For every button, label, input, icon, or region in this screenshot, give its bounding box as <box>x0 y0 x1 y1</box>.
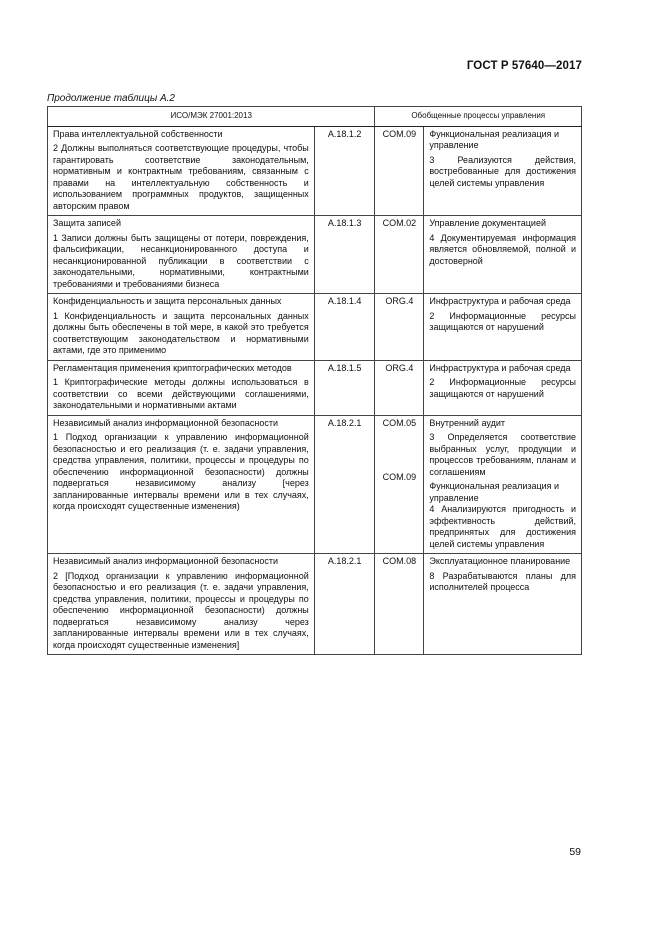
process-text: 2 Информационные ресурсы защищаются от нарушений <box>429 377 576 399</box>
row-ref: A.18.1.5 <box>314 360 375 415</box>
process-text-secondary: 4 Анализируются пригодность и эффективность действий, предпринятых для достижения целей системы управления <box>429 504 576 549</box>
row-ref: A.18.2.1 <box>314 554 375 655</box>
process-title-secondary: Функциональная реализация и управление <box>429 481 560 503</box>
row-title: Независимый анализ информационной безопасности <box>53 417 279 428</box>
row-text: 1 Записи должны быть защищены от потери, повреждения, фальсификации, несанкционированного доступа и несанкционированной публикации в соответствии с законодательными, нормативными, контрактными требованиями и требованиями бизнеса <box>53 232 309 289</box>
table-header-row <box>48 107 582 127</box>
row-ref: A.18.1.2 <box>314 126 375 216</box>
table-row <box>48 216 582 294</box>
process-title: Управление документацией <box>429 218 546 228</box>
row-text: 1 Подход организации к управлению информационной безопасностью и его реализация (т. е. задачи управления, средства управления, политики, процессы и процедуры по обеспечению информационной безопасности) должны подвергаться независимому анализу [через запланированные интервалы времени или в тех случаях, когда происходят существенные изменения) <box>53 432 309 511</box>
table-row <box>48 126 582 216</box>
process-title: Инфраструктура и рабочая среда <box>429 362 571 373</box>
row-text: 2 Должны выполняться соответствующие процедуры, чтобы гарантировать соответствие законодательным, нормативным и контрактным требованиям, связанным с правами на интеллектуальную собственность и использованием программных продуктов, защищенных авторским правом <box>53 143 309 211</box>
process-text: 3 Реализуются действия, востребованные для достижения целей системы управления <box>429 154 576 188</box>
row-text: 1 Криптографические методы должны использоваться в соответствии со всеми действующими соглашениями, законодательными и нормативными актами <box>53 377 309 410</box>
row-text: 2 [Подход организации к управлению информационной безопасностью и его реализация (т. е. задачи управления, средства управления, политики, процессы и процедуры по обеспечению информационной безопасности) должны подвергаться независимому анализу через запланированные интервалы времени или в тех случаях, когда происходят существенные изменения] <box>53 570 309 650</box>
row-code: COM.08 <box>375 554 424 655</box>
process-text: 8 Разрабатываются планы для исполнителей процесса <box>429 570 576 592</box>
row-code: COM.02 <box>375 216 424 294</box>
row-title: Конфиденциальность и защита персональных данных <box>53 296 282 306</box>
table-caption: Продолжение таблицы А.2 <box>47 93 175 104</box>
row-text: 1 Конфиденциальность и защита персональных данных должны быть обеспечены в той мере, в какой это требуется соответствующим законодательством и нормативными актами, где это применимо <box>53 310 309 355</box>
table-row <box>48 415 582 554</box>
table-row <box>48 554 582 655</box>
table-row <box>48 294 582 361</box>
requirements-table <box>47 106 582 655</box>
header-iso: ИСО/МЭК 27001:2013 <box>48 107 375 127</box>
row-title: Права интеллектуальной собственности <box>53 128 223 139</box>
process-text: 2 Информационные ресурсы защищаются от нарушений <box>429 310 576 332</box>
row-title: Независимый анализ информационной безопасности <box>53 556 279 566</box>
row-code-secondary: COM.09 <box>382 472 417 482</box>
row-ref: A.18.1.3 <box>314 216 375 294</box>
process-title: Инфраструктура и рабочая среда <box>429 296 571 306</box>
row-code: ORG.4 <box>375 294 424 361</box>
row-code: ORG.4 <box>375 360 424 415</box>
process-title: Функциональная реализация и управление <box>429 128 560 150</box>
header-processes: Обобщенные процессы управления <box>375 107 582 127</box>
table-row <box>48 360 582 415</box>
row-title: Регламентация применения криптографических методов <box>53 362 292 373</box>
page-number: 59 <box>569 846 581 858</box>
row-ref: A.18.2.1 <box>314 415 375 554</box>
row-title: Защита записей <box>53 218 121 228</box>
process-text: 4 Документируемая информация является обновляемой, полной и достоверной <box>429 232 576 266</box>
standard-number: ГОСТ Р 57640—2017 <box>466 60 582 72</box>
process-title: Внутренний аудит <box>429 417 505 428</box>
row-code: COM.09 <box>375 126 424 216</box>
process-title: Эксплуатационное планирование <box>429 556 571 566</box>
row-ref: A.18.1.4 <box>314 294 375 361</box>
process-text: 3 Определяется соответствие выбранных услуг, продукции и процессов требованиям, планам и соглашениям <box>429 432 576 477</box>
row-code: COM.05 <box>382 417 417 428</box>
